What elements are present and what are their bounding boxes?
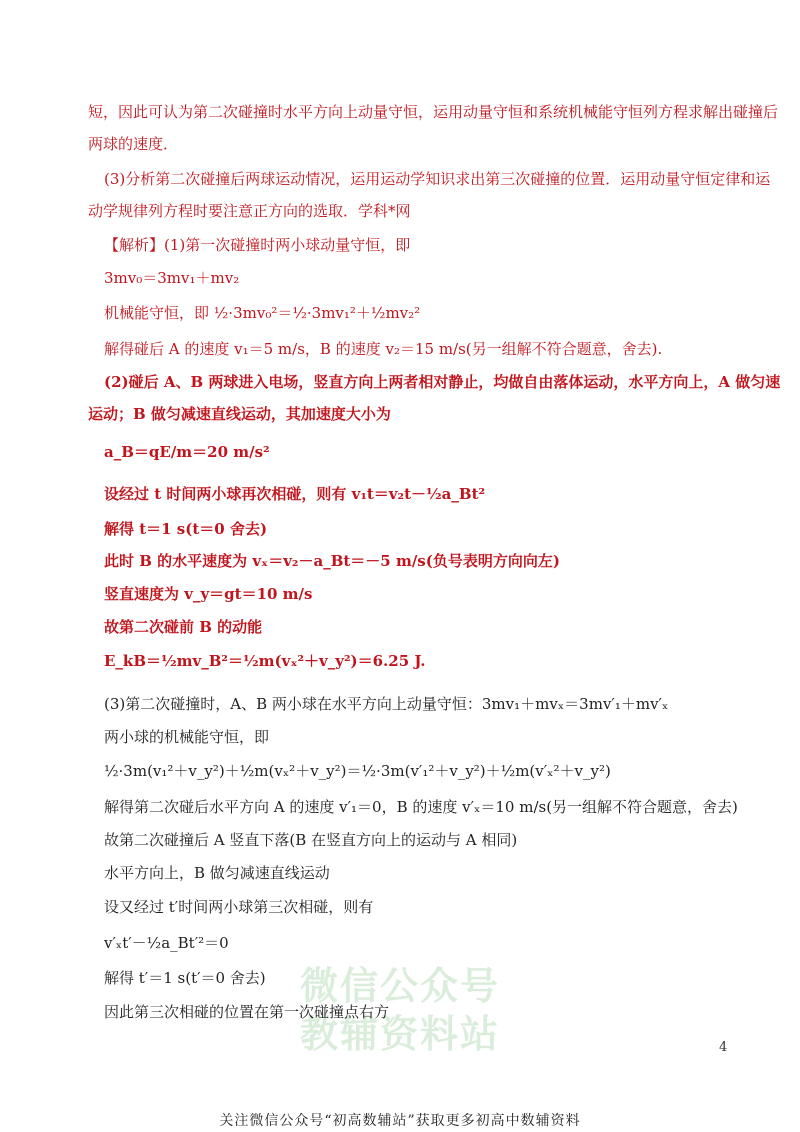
- text-line: (2)碰后 A、B 两球进入电场，竖直方向上两者相对静止，均做自由落体运动，水平方向上，A 做匀速: [104, 373, 781, 391]
- text-line: (3)第二次碰撞时，A、B 两小球在水平方向上动量守恒：3mv₁＋mvₓ＝3mv′₁＋mv′ₓ: [104, 695, 669, 713]
- text-line: (3)分析第二次碰撞后两球运动情况，运用运动学知识求出第三次碰撞的位置．运用动量守恒定律和运: [104, 170, 771, 188]
- text-line: 解得 t′＝1 s(t′＝0 舍去): [104, 969, 266, 987]
- formula-third-collision: v′ₓt′－½a_Bt′²＝0: [104, 934, 229, 952]
- text-line: 设又经过 t′时间两小球第三次相碰，则有: [104, 898, 374, 916]
- analysis-heading: 【解析】(1)第一次碰撞时两小球动量守恒，即: [104, 236, 411, 254]
- text-line: 解得 t＝1 s(t＝0 舍去): [104, 520, 268, 538]
- text-line: 故第二次碰前 B 的动能: [104, 618, 263, 636]
- text-line: 设经过 t 时间两小球再次相碰，则有 v₁t＝v₂t－½a_Bt²: [104, 485, 486, 503]
- formula-energy: 机械能守恒，即 ½·3mv₀²＝½·3mv₁²＋½mv₂²: [104, 304, 421, 322]
- formula-acceleration: a_B＝qE/m＝20 m/s²: [104, 443, 270, 461]
- watermark-line-1: 微信公众号: [300, 964, 501, 1008]
- text-line: 两小球的机械能守恒，即: [104, 728, 270, 746]
- watermark-line-2: 教辅资料站: [300, 1012, 501, 1056]
- text-line: 因此第三次相碰的位置在第一次碰撞点右方: [104, 1003, 390, 1021]
- footer-note: 关注微信公众号“初高数辅站”获取更多初高中数辅资料: [219, 1113, 581, 1129]
- text-line: 此时 B 的水平速度为 vₓ＝v₂－a_Bt＝－5 m/s(负号表明方向向左): [104, 552, 560, 570]
- page-number: 4: [719, 1040, 728, 1055]
- formula-momentum: 3mv₀＝3mv₁＋mv₂: [104, 269, 240, 287]
- text-line: 故第二次碰撞后 A 竖直下落(B 在竖直方向上的运动与 A 相同): [104, 831, 518, 849]
- text-line: 水平方向上，B 做匀减速直线运动: [104, 864, 330, 882]
- text-line: 竖直速度为 v_y＝gt＝10 m/s: [104, 585, 313, 603]
- text-line: 解得第二次碰后水平方向 A 的速度 v′₁＝0，B 的速度 v′ₓ＝10 m/s(另一组解不符合题意，舍去): [104, 798, 738, 816]
- text-line: 解得碰后 A 的速度 v₁＝5 m/s，B 的速度 v₂＝15 m/s(另一组解不符合题意，舍去).: [104, 340, 663, 358]
- text-line: 短，因此可认为第二次碰撞时水平方向上动量守恒，运用动量守恒和系统机械能守恒列方程求解出碰撞后: [88, 103, 779, 121]
- formula-energy-2: ½·3m(v₁²＋v_y²)＋½m(vₓ²＋v_y²)＝½·3m(v′₁²＋v_y²)＋½m(v′ₓ²＋v_y²): [104, 762, 611, 780]
- formula-kinetic-energy: E_kB＝½mv_B²＝½m(vₓ²＋v_y²)＝6.25 J.: [104, 652, 426, 670]
- text-line: 动学规律列方程时要注意正方向的选取．学科*网: [88, 202, 411, 220]
- text-line: 运动；B 做匀减速直线运动，其加速度大小为: [88, 405, 391, 423]
- text-line: 两球的速度．: [88, 135, 179, 153]
